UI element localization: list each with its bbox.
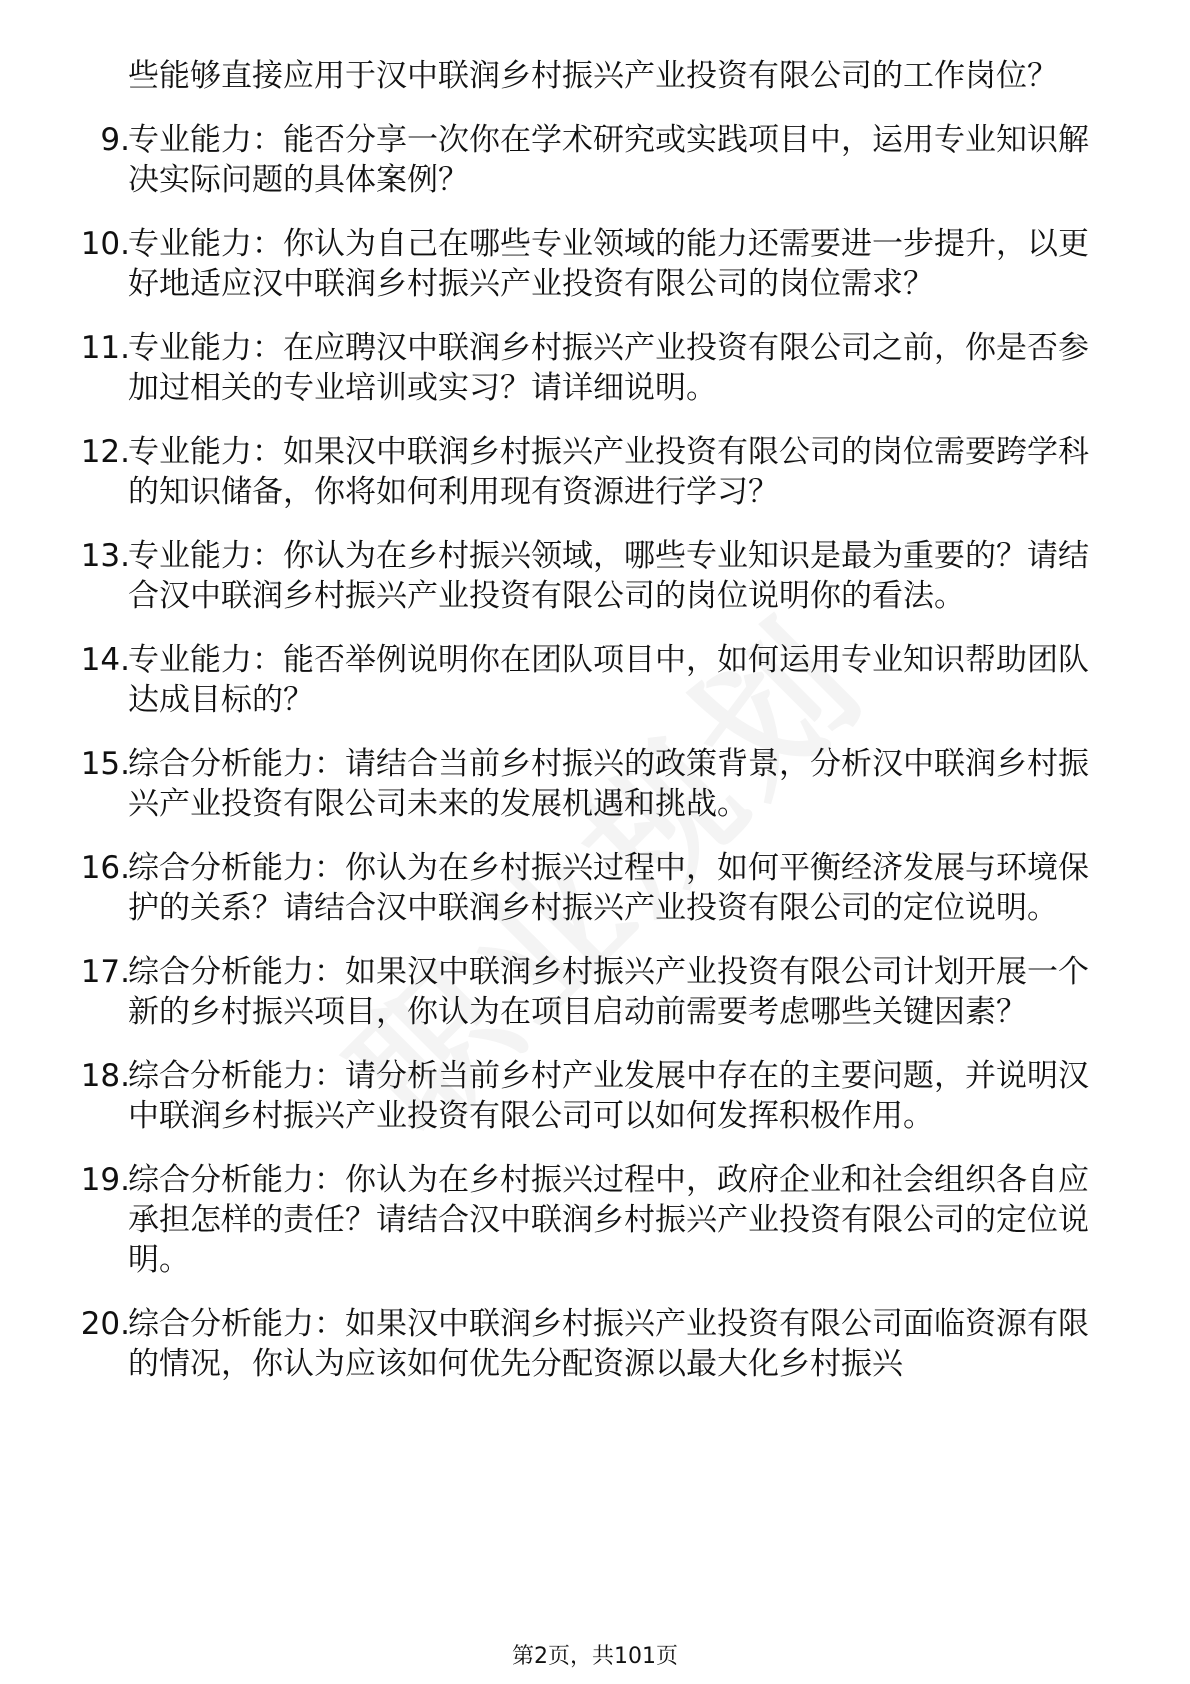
list-item <box>0 56 1190 96</box>
item-number: 11. <box>80 330 130 366</box>
list-item <box>0 120 1190 200</box>
question-list <box>0 56 1190 1408</box>
item-number: 12. <box>80 434 130 470</box>
item-text: 专业能力：你认为自己在哪些专业领域的能力还需要进一步提升，以更好地适应汉中联润乡村振兴产业投资有限公司的岗位需求？ <box>128 226 1089 302</box>
item-number: 17. <box>80 954 130 990</box>
list-item <box>0 1056 1190 1136</box>
item-number: 14. <box>80 642 130 678</box>
item-text: 综合分析能力：请结合当前乡村振兴的政策背景，分析汉中联润乡村振兴产业投资有限公司未来的发展机遇和挑战。 <box>128 746 1089 822</box>
item-number: 10. <box>80 226 130 262</box>
item-text: 些能够直接应用于汉中联润乡村振兴产业投资有限公司的工作岗位？ <box>128 58 1058 94</box>
list-item <box>0 536 1190 616</box>
item-text: 综合分析能力：你认为在乡村振兴过程中，如何平衡经济发展与环境保护的关系？请结合汉中联润乡村振兴产业投资有限公司的定位说明。 <box>128 850 1089 926</box>
page-footer: 第2页，共101页 <box>512 1644 678 1669</box>
item-number: 16. <box>80 850 130 886</box>
item-text: 综合分析能力：如果汉中联润乡村振兴产业投资有限公司计划开展一个新的乡村振兴项目，你认为在项目启动前需要考虑哪些关键因素？ <box>128 954 1089 1030</box>
item-text: 专业能力：在应聘汉中联润乡村振兴产业投资有限公司之前，你是否参加过相关的专业培训或实习？请详细说明。 <box>128 330 1089 406</box>
item-text: 综合分析能力：如果汉中联润乡村振兴产业投资有限公司面临资源有限的情况，你认为应该如何优先分配资源以最大化乡村振兴 <box>128 1306 1089 1382</box>
item-text: 专业能力：你认为在乡村振兴领域，哪些专业知识是最为重要的？请结合汉中联润乡村振兴产业投资有限公司的岗位说明你的看法。 <box>128 538 1089 614</box>
list-item <box>0 848 1190 928</box>
item-number: 19. <box>80 1162 130 1198</box>
list-item <box>0 432 1190 512</box>
item-text: 专业能力：如果汉中联润乡村振兴产业投资有限公司的岗位需要跨学科的知识储备，你将如何利用现有资源进行学习？ <box>128 434 1089 510</box>
list-item <box>0 224 1190 304</box>
list-item <box>0 744 1190 824</box>
item-text: 综合分析能力：你认为在乡村振兴过程中，政府企业和社会组织各自应承担怎样的责任？请结合汉中联润乡村振兴产业投资有限公司的定位说明。 <box>128 1162 1089 1278</box>
list-item <box>0 952 1190 1032</box>
list-item <box>0 640 1190 720</box>
list-item <box>0 328 1190 408</box>
item-text: 专业能力：能否分享一次你在学术研究或实践项目中，运用专业知识解决实际问题的具体案例？ <box>128 122 1089 198</box>
item-number: 18. <box>80 1058 130 1094</box>
item-number: 13. <box>80 538 130 574</box>
item-text: 综合分析能力：请分析当前乡村产业发展中存在的主要问题，并说明汉中联润乡村振兴产业投资有限公司可以如何发挥积极作用。 <box>128 1058 1089 1134</box>
item-number: 9. <box>100 122 130 158</box>
list-item <box>0 1304 1190 1384</box>
item-number: 20. <box>80 1306 130 1342</box>
item-number: 15. <box>80 746 130 782</box>
list-item <box>0 1160 1190 1280</box>
item-text: 专业能力：能否举例说明你在团队项目中，如何运用专业知识帮助团队达成目标的？ <box>128 642 1089 718</box>
